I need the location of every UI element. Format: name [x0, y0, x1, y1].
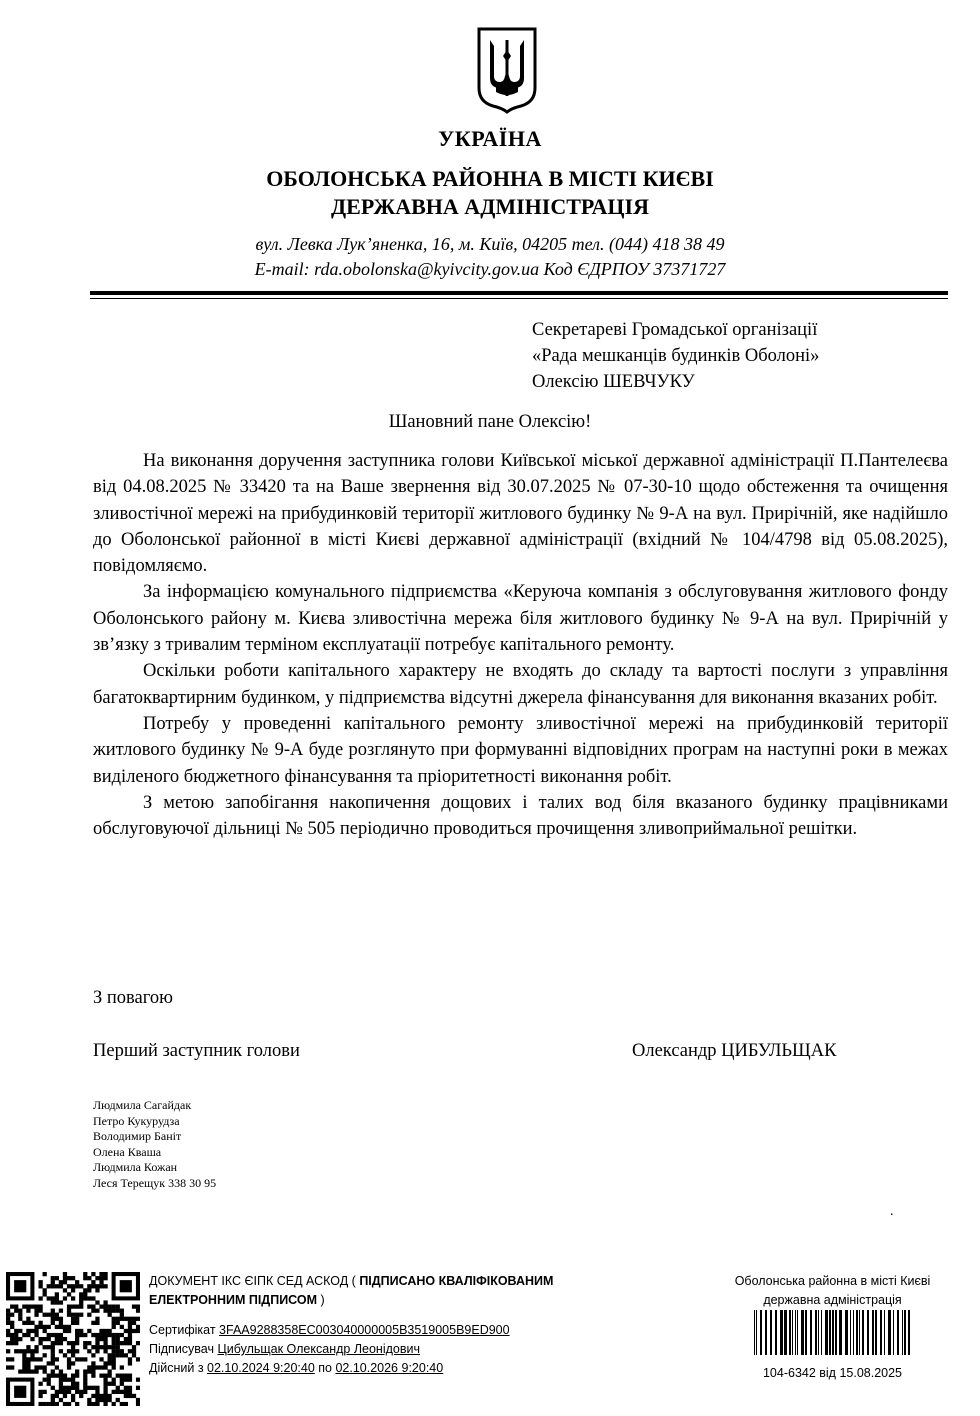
letter-body: [93, 448, 948, 842]
address-line: вул. Левка Лук’яненка, 16, м. Київ, 04205 тел. (044) 418 38 49: [255, 234, 725, 254]
registry-org-line2: державна адміністрація: [763, 1293, 902, 1307]
validity-line: [149, 1361, 443, 1375]
signer-label: Підписувач: [149, 1342, 218, 1356]
paragraph: На виконання доручення заступника голови Київської міської державної адміністрації П.Пантелеєва від 04.08.2025 № 33420 та на Ваше звернення від 30.07.2025 № 07-30-10 щодо обстеження та очищення зливостічної мережі на прибудинковій території житлового будинку № 9-А на вул. Прирічній, яке надійшло до Оболонської районної в місті Києві державної адміністрації (вхідний № 104/4798 від 05.08.2025), повідомляємо.: [93, 451, 948, 577]
barcode-icon: [754, 1310, 911, 1355]
certificate-value: 3FAA9288358EC003040000005B3519005B9ED900: [219, 1323, 510, 1337]
recipient-line3: Олексію ШЕВЧУКУ: [532, 372, 695, 392]
organization-name-line2: ДЕРЖАВНА АДМІНІСТРАЦІЯ: [331, 194, 649, 219]
certificate-line: [149, 1323, 510, 1337]
country-heading: УКРАЇНА: [438, 126, 542, 151]
certificate-label: Сертифікат: [149, 1323, 220, 1337]
contact-line: E-mail: rda.obolonska@kyivcity.gov.ua Код ЄДРПОУ 37371727: [254, 259, 726, 279]
paragraph: Оскільки роботи капітального характеру не входять до складу та вартості послуги з управління багатоквартирним будинком, у підприємства відсутні джерела фінансування для виконання вказаних робіт.: [93, 661, 948, 708]
registration-number: 104-6342 від 15.08.2025: [762, 1366, 903, 1380]
staff-item: Людмила Кожан: [93, 1160, 178, 1174]
staff-item: Петро Кукурудза: [93, 1113, 180, 1128]
signer-line: [149, 1342, 420, 1356]
valid-from: 02.10.2024 9:20:40: [207, 1361, 315, 1375]
signatory-name: Олександр ЦИБУЛЬЩАК: [632, 1041, 837, 1061]
header-divider-thin: [90, 298, 948, 299]
signature-status-suffix: ): [317, 1293, 325, 1307]
staff-list: [93, 1098, 216, 1191]
valid-to: 02.10.2026 9:20:40: [335, 1361, 444, 1375]
staff-item: Леся Терещук 338 30 95: [93, 1175, 217, 1190]
signature-status-bold2: ЕЛЕКТРОННИМ ПІДПИСОМ: [149, 1293, 318, 1307]
valid-to-label: по: [314, 1361, 336, 1375]
signer-value: Цибульщак Олександр Леонідович: [217, 1342, 420, 1356]
staff-item: Олена Кваша: [93, 1144, 162, 1159]
closing-regards: З повагою: [93, 988, 173, 1008]
signature-status-line1: [149, 1274, 553, 1288]
paragraph: За інформацією комунального підприємства «Керуюча компанія з обслуговування житлового фонду Оболонського району м. Києва зливостічна мережа біля житлового будинку № 9-А на вул. Прирічній у зв’язку з тривалим терміном експлуатації потребує капітального ремонту.: [93, 582, 948, 656]
recipient-line1: Секретареві Громадської організації: [532, 320, 818, 340]
registry-org-line1: Оболонська районна в місті Києві: [734, 1274, 931, 1288]
recipient-line2: «Рада мешканців будинків Оболоні»: [532, 346, 820, 366]
valid-label: Дійсний з: [149, 1361, 208, 1375]
qr-code-icon: [6, 1272, 140, 1406]
paragraph: Потребу у проведенні капітального ремонту зливостічної мережі на прибудинковій території житлового будинку № 9-А буде розглянуто при формуванні відповідних програм на наступні роки в межах виділеного бюджетного фінансування та пріоритетності виконання робіт.: [93, 713, 948, 787]
signature-status-prefix: ДОКУМЕНТ ІКС ЄІПК СЕД АСКОД (: [149, 1274, 360, 1288]
signature-status-bold: ПІДПИСАНО КВАЛІФІКОВАНИМ: [359, 1274, 554, 1288]
stray-mark: .: [890, 1204, 894, 1219]
staff-item: Володимир Баніт: [93, 1129, 182, 1143]
signature-status-line2: [149, 1293, 325, 1307]
header-divider-thick: [90, 291, 948, 295]
coat-of-arms-icon: [476, 26, 538, 114]
paragraph: З метою запобігання накопичення дощових і талих вод біля вказаного будинку працівниками обслуговуючої дільниці № 505 періодично проводиться прочищення зливоприймальної решітки.: [93, 792, 948, 840]
staff-item: Людмила Сагайдак: [93, 1098, 192, 1112]
greeting: Шановний пане Олексію!: [388, 412, 592, 432]
organization-name-line1: ОБОЛОНСЬКА РАЙОННА В МІСТІ КИЄВІ: [266, 166, 714, 191]
signatory-position: Перший заступник голови: [93, 1041, 300, 1061]
